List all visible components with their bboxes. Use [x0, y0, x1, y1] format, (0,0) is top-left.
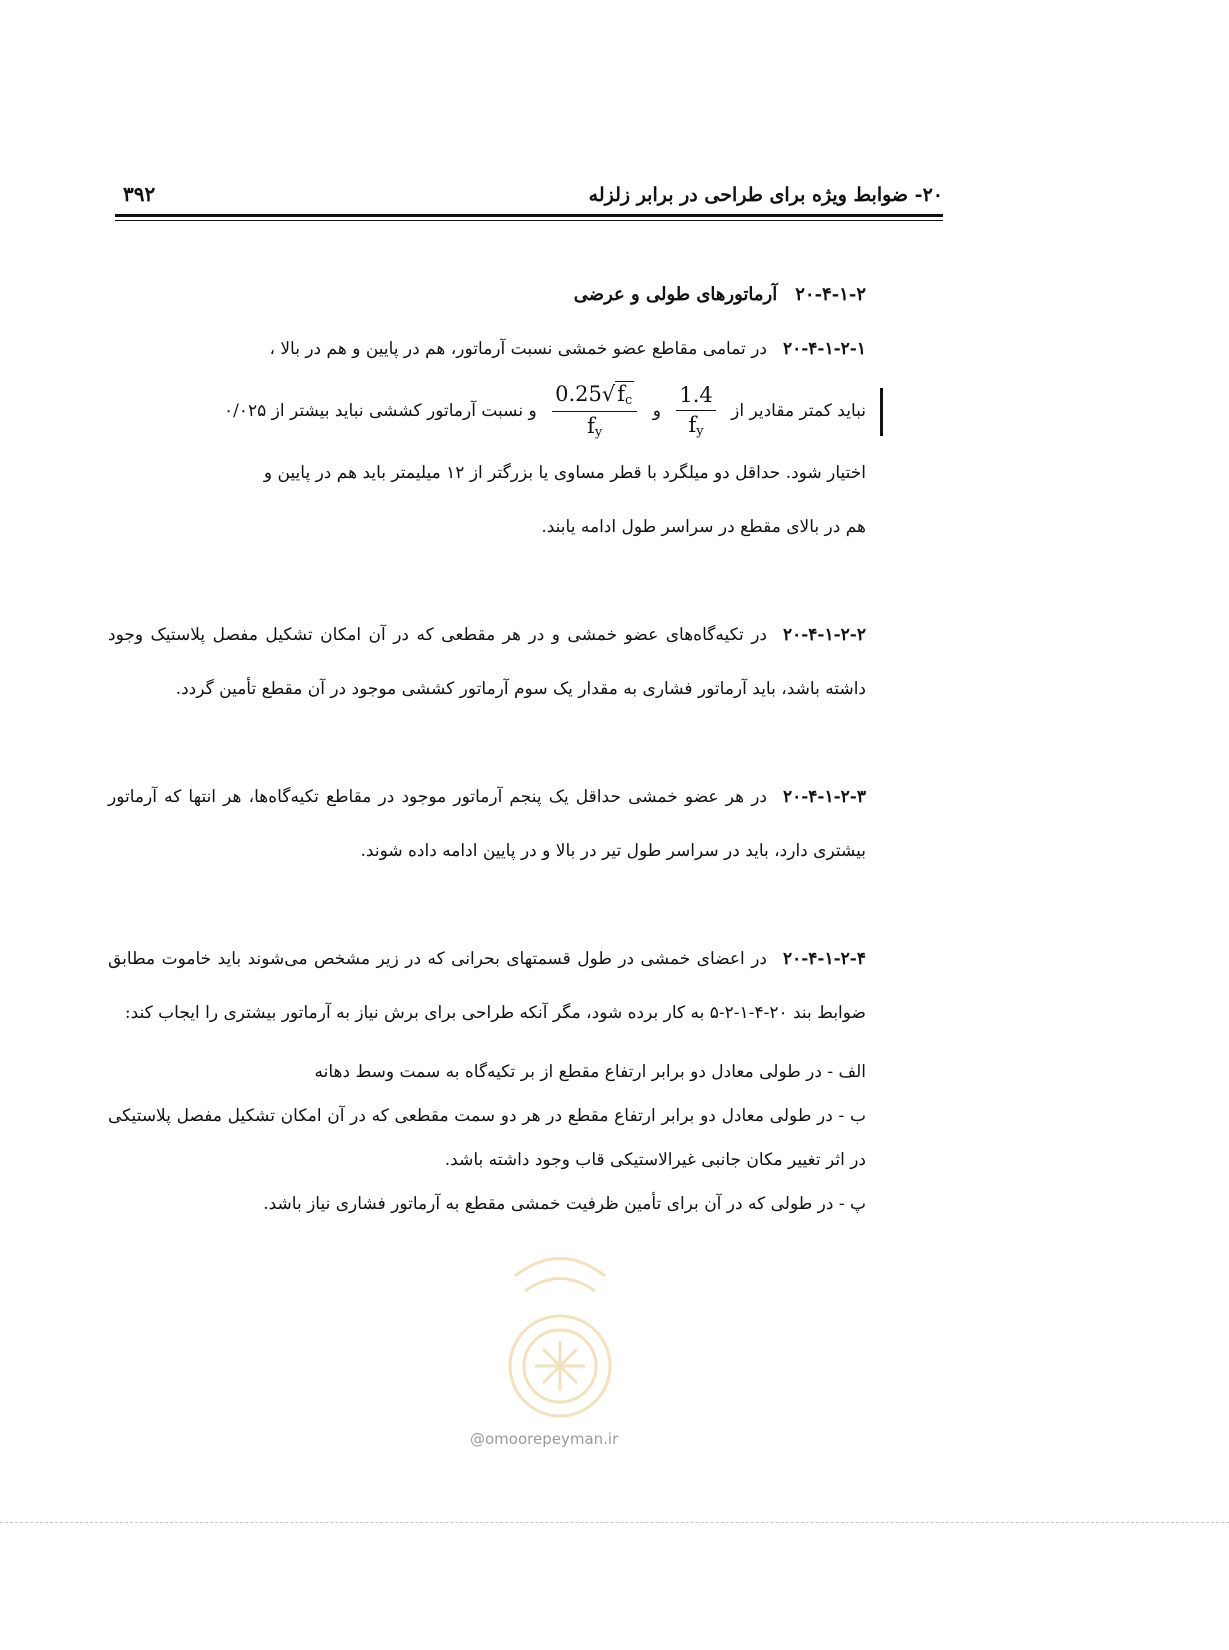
- paragraph-text: در هر عضو خمشی حداقل یک پنجم آرماتور موجود در مقاطع تکیه‌گاه‌ها، هر انتها که آرماتور بیشتری دارد، باید در سراسر طول تیر در بالا و در پایین ادامه داده شوند.: [108, 787, 866, 861]
- formula-line: [108, 376, 866, 446]
- revision-bar: [880, 388, 883, 436]
- page-number: ۳۹۲: [123, 182, 156, 206]
- scan-artifact-line: [0, 1522, 1229, 1527]
- formula-subscript: y: [696, 423, 704, 439]
- sqrt-icon: √: [601, 382, 616, 407]
- section-number: ۲۰-۴-۱-۲: [795, 284, 866, 305]
- paragraph-number: ۲۰-۴-۱-۲-۲: [782, 625, 866, 645]
- watermark-site: @omoorepeyman.ir: [470, 1430, 619, 1448]
- formula-subscript: y: [594, 425, 603, 440]
- paragraph-2: [108, 608, 866, 716]
- header-rule-thin: [115, 220, 943, 221]
- list-item: ب - در طولی معادل دو برابر ارتفاع مقطع در هر دو سمت مقطعی که در آن امکان تشکیل مفصل پلاستیکی در اثر تغییر مکان جانبی غیرالاستیکی قاب وجود داشته باشد.: [108, 1106, 866, 1170]
- paragraph-number: ۲۰-۴-۱-۲-۳: [782, 787, 866, 807]
- formula-denominator: f: [688, 412, 697, 437]
- formula-numerator: 1.4: [679, 383, 713, 408]
- formula-denominator: f: [587, 414, 595, 438]
- formula-coefficient: 0.25: [555, 382, 602, 407]
- header-rule-thick: [115, 214, 943, 217]
- paragraph-text: و نسبت آرماتور کششی نباید بیشتر از ۰/۰۲۵: [223, 401, 537, 421]
- section-title: آرماتورهای طولی و عرضی: [573, 284, 778, 305]
- formula-1-4-over-fy: [676, 383, 715, 439]
- page-body: [108, 268, 866, 1226]
- page-header: [115, 170, 943, 206]
- paragraph-text: در اعضای خمشی در طول قسمتهای بحرانی که در زیر مشخص می‌شوند باید خاموت مطابق ضوابط بند ۲۰-۴-۱-۲-۵ به کار برده شود، مگر آنکه طراحی برای برش نیاز به آرماتور بیشتری را ایجاب کند:: [108, 949, 866, 1023]
- paragraph-1: [108, 322, 866, 554]
- paragraph-number: ۲۰-۴-۱-۲-۱: [782, 339, 866, 359]
- formula-subscript: c: [625, 393, 633, 409]
- at-icon: @: [470, 1430, 485, 1448]
- chapter-title: ۲۰- ضوابط ویژه برای طراحی در برابر زلزله: [588, 184, 943, 206]
- paragraph-text: در تکیه‌گاه‌های عضو خمشی و در هر مقطعی که در آن امکان تشکیل مفصل پلاستیک وجود داشته باشد، باید آرماتور فشاری به مقدار یک سوم آرماتور کششی موجود در آن مقطع تأمین گردد.: [108, 625, 866, 699]
- paragraph-text: هم در بالای مقطع در سراسر طول ادامه یابند.: [541, 517, 866, 537]
- seal-watermark-icon: [495, 1236, 625, 1426]
- list-item: الف - در طولی معادل دو برابر ارتفاع مقطع از بر تکیه‌گاه به سمت وسط دهانه: [314, 1062, 866, 1082]
- paragraph-text: در تمامی مقاطع عضو خمشی نسبت آرماتور، هم در پایین و هم در بالا ،: [269, 339, 767, 359]
- paragraph-number: ۲۰-۴-۱-۲-۴: [782, 949, 866, 969]
- list-item: پ - در طولی که در آن برای تأمین ظرفیت خمشی مقطع به آرماتور فشاری نیاز باشد.: [263, 1194, 866, 1214]
- formula-sqrt-fc-over-fy: [552, 382, 637, 441]
- formula-conjunction: و: [652, 401, 661, 421]
- section-heading: [108, 268, 866, 322]
- paragraph-text: اختیار شود. حداقل دو میلگرد با قطر مساوی یا بزرگتر از ۱۲ میلیمتر باید هم در پایین و: [263, 463, 866, 483]
- paragraph-4: [108, 932, 866, 1226]
- paragraph-3: [108, 770, 866, 878]
- formula-radicand: f: [617, 382, 626, 407]
- paragraph-text: نباید کمتر مقادیر از: [731, 401, 866, 421]
